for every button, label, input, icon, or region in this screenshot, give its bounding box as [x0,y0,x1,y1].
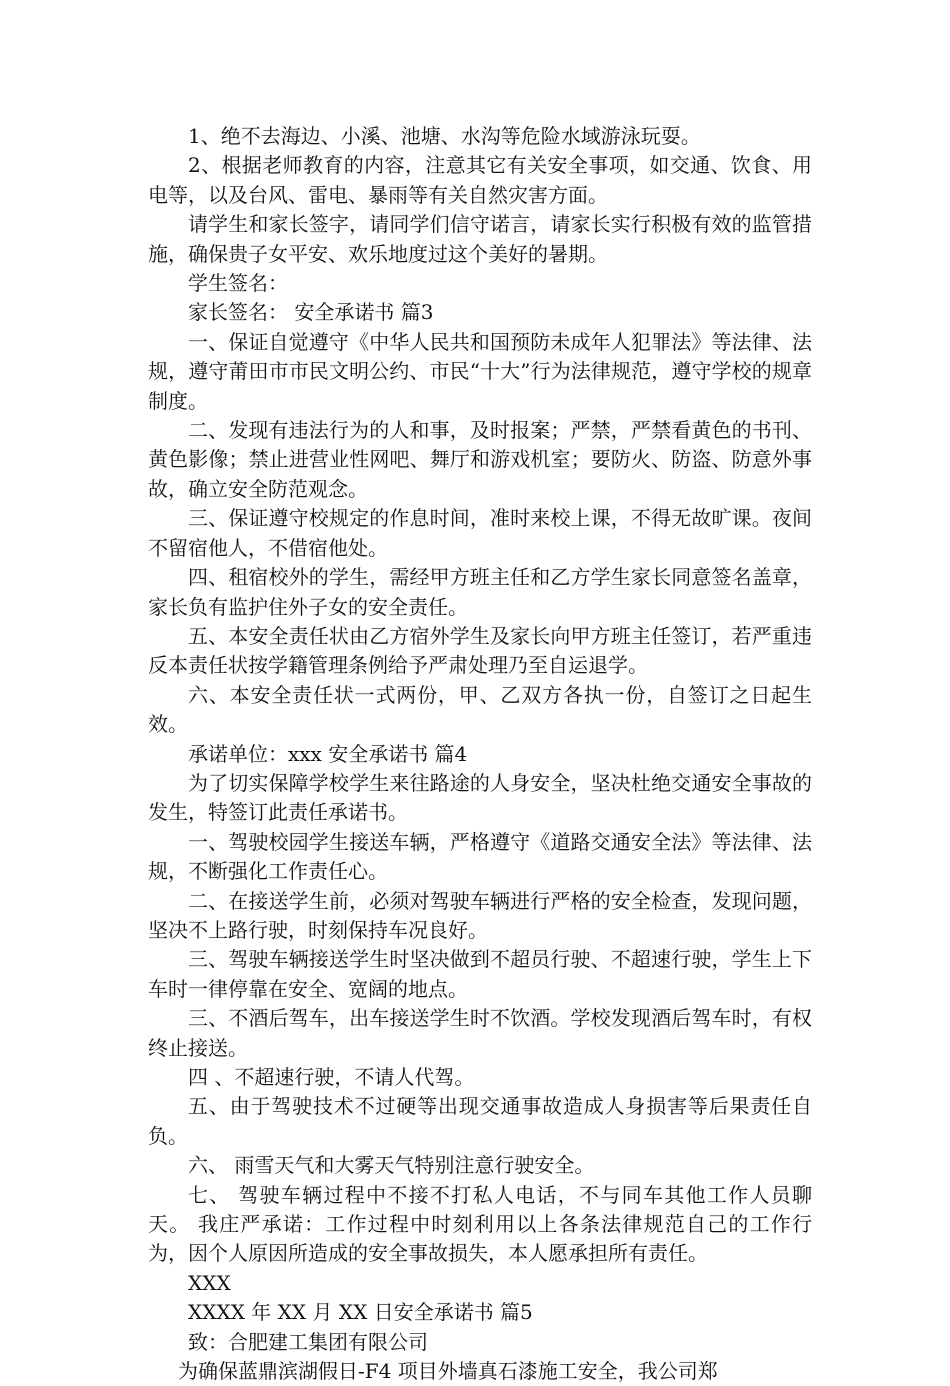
paragraph: 一、驾驶校园学生接送车辆，严格遵守《道路交通安全法》等法律、法规，不断强化工作责任心。 [148,829,812,884]
paragraph: 四 、不超速行驶，不请人代驾。 [188,1065,475,1089]
paragraph: 三、不酒后驾车，出车接送学生时不饮酒。学校发现酒后驾车时，有权终止接送。 [148,1006,812,1060]
paragraph: 五、由于驾驶技术不过硬等出现交通事故造成人身损害等后果责任自负。 [148,1094,812,1148]
section-heading: 承诺单位：xxx 安全承诺书 篇4 [188,741,468,766]
parent-signature-heading: 家长签名： 安全承诺书 篇3 [188,300,434,325]
paragraph: 六、本安全责任状一式两份，甲、乙双方各执一份，自签订之日起生效。 [148,682,812,737]
paragraph: 四、租宿校外的学生，需经甲方班主任和乙方学生家长同意签名盖章，家长负有监护住外子女的安全责任。 [148,565,812,619]
paragraph: 一、保证自觉遵守《中华人民共和国预防未成年人犯罪法》等法律、法规，遵守莆田市市民文明公约、市民“十大”行为法律规范，遵守学校的规章制度。 [148,329,812,413]
paragraph: 1、绝不去海边、小溪、池塘、水沟等危险水域游泳玩耍。 [188,124,701,148]
document-body [148,122,812,1386]
paragraph: 二、在接送学生前，必须对驾驶车辆进行严格的安全检查，发现问题，坚决不上路行驶，时刻保持车况良好。 [148,888,812,942]
paragraph: 为确保蓝鼎滨湖假日-F4 项目外墙真石漆施工安全，我公司郑 [178,1359,718,1384]
date-heading: XXXX 年 XX 月 XX 日安全承诺书 篇5 [188,1300,533,1325]
paragraph: 五、本安全责任状由乙方宿外学生及家长向甲方班主任签订，若严重违反本责任状按学籍管理条例给予严肃处理乃至自运退学。 [148,623,812,678]
paragraph: 三、保证遵守校规定的作息时间，准时来校上课，不得无故旷课。夜间不留宿他人，不借宿他处。 [148,506,812,560]
recipient-line: 致：合肥建工集团有限公司 [188,1329,428,1354]
paragraph: 请学生和家长签字，请同学们信守诺言，请家长实行积极有效的监管措施，确保贵子女平安、欢乐地度过这个美好的暑期。 [148,212,812,266]
paragraph: 三、驾驶车辆接送学生时坚决做到不超员行驶、不超速行驶，学生上下车时一律停靠在安全、宽阔的地点。 [148,947,812,1001]
signer-name: XXX [188,1270,231,1295]
paragraph: 七、 驾驶车辆过程中不接不打私人电话，不与同车其他工作人员聊天。 我庄严承诺：工作过程中时刻利用以上各条法律规范自己的工作行为，因个人原因所造成的安全事故损失，本人愿承担所有责任。 [148,1182,812,1266]
paragraph: 为了切实保障学校学生来往路途的人身安全，坚决杜绝交通安全事故的发生，特签订此责任承诺书。 [148,770,812,825]
paragraph: 二、发现有违法行为的人和事，及时报案；严禁，严禁看黄色的书刊、黄色影像；禁止进营业性网吧、舞厅和游戏机室；要防火、防盗、防意外事故，确立安全防范观念。 [148,418,812,501]
paragraph: 六、 雨雪天气和大雾天气特别注意行驶安全。 [188,1153,595,1178]
student-signature-line: 学生签名： [188,271,288,296]
paragraph: 2、根据老师教育的内容，注意其它有关安全事项，如交通、饮食、用电等，以及台风、雷电、暴雨等有关自然灾害方面。 [148,153,812,207]
